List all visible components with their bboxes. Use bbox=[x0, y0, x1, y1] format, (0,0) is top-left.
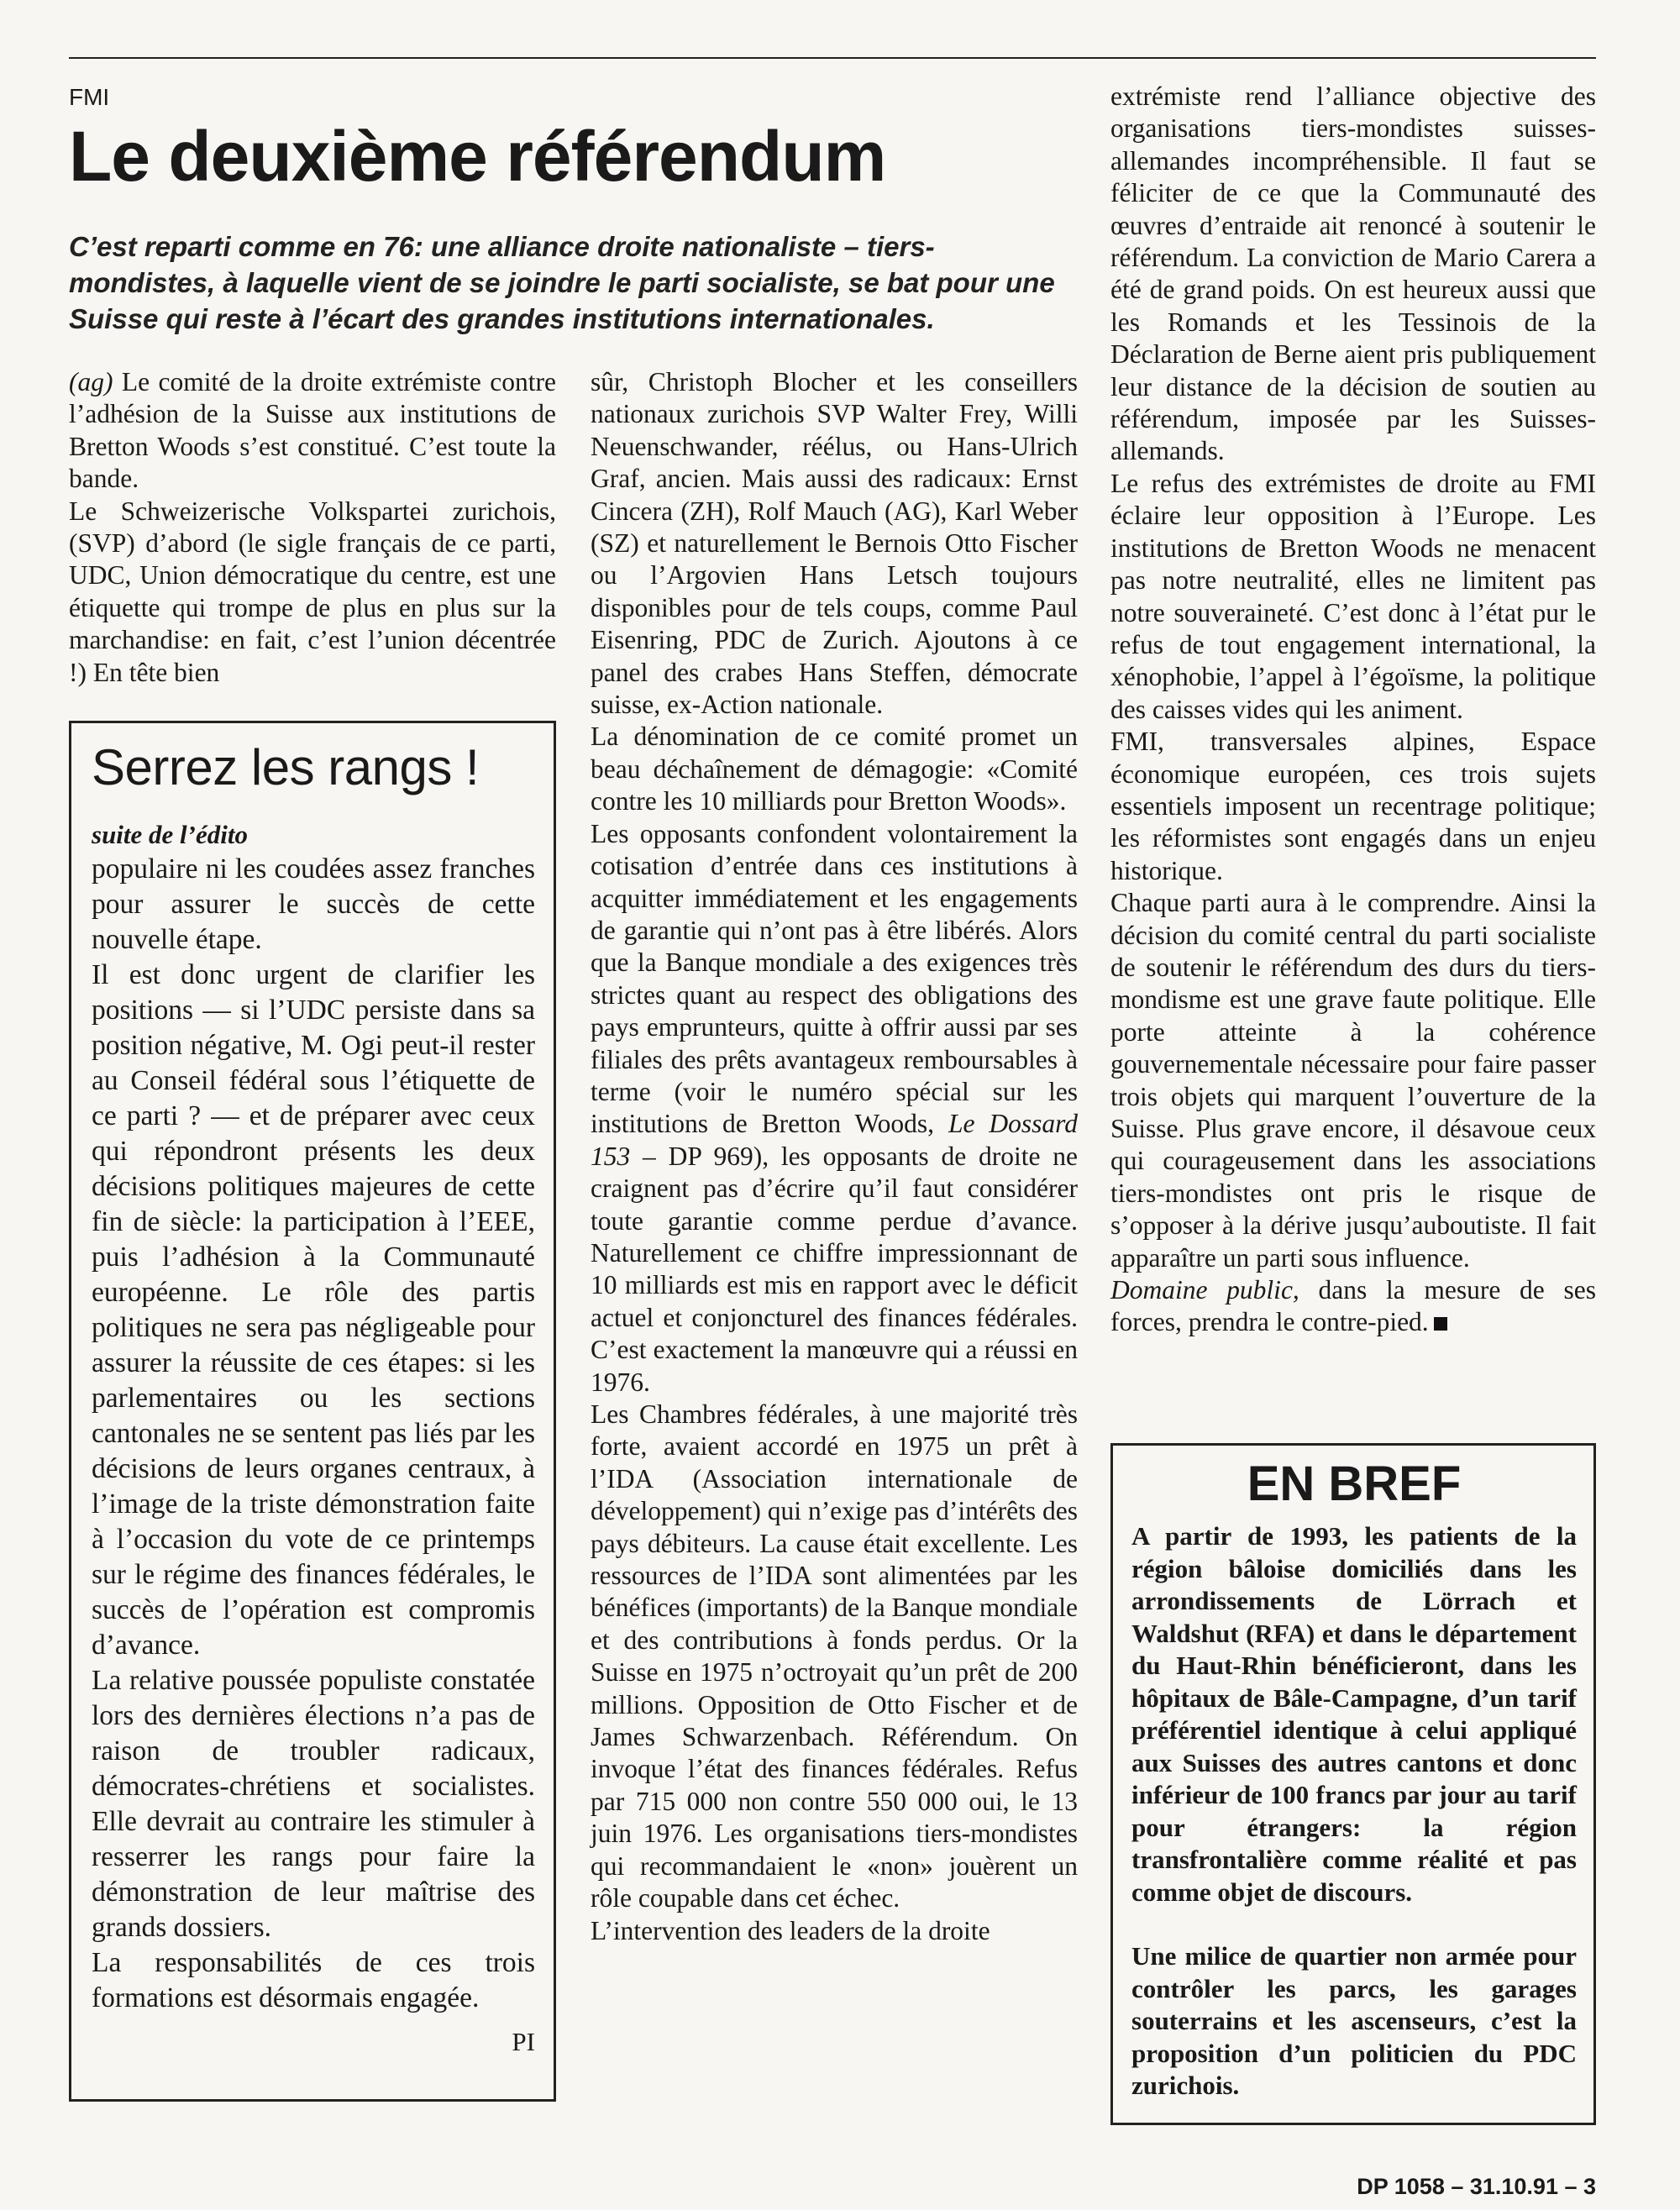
sidebar-subtitle: suite de l’édito bbox=[92, 820, 248, 849]
intro-paragraph: (ag) Le comité de la droite extrémiste contre l’adhésion de la Suisse aux institutions de Bretton Woods s’est constitué. C’est toute la bande. bbox=[69, 367, 556, 494]
end-mark-icon bbox=[1434, 1317, 1447, 1331]
sidebar-paragraph: Il est donc urgent de clarifier les positions — si l’UDC persiste dans sa position négative, M. Ogi peut-il rester au Conseil fédéral sous l’étiquette de ce parti ? — et de préparer avec ceux qui répondront présents les deux décisions politiques majeures de cette fin de siècle: la participation à l’EEE, puis l’adhésion à la Communauté européenne. Le rôle des partis politiques ne sera pas négligeable pour assurer la réussite de ces étapes: si les parlementaires ou les sections cantonales ne se sentent pas liés par les décisions de leurs organes centraux, à l’image de la triste démonstration faite à l’occasion du vote de ce printemps sur le régime des finances fédérales, le succès de l’opération est compromis d’avance. bbox=[92, 959, 535, 1661]
paragraph: Les Chambres fédérales, à une majorité très forte, avaient accordé en 1975 un prêt à l’IDA (Association internationale de développement) qui n’exige pas d’intérêts des pays débiteurs. La cause était excellente. Les ressources de l’IDA sont alimentées par les bénéfices (importants) de la Banque mondiale et des contributions à fonds perdus. Or la Suisse en 1975 n’octroyait qu’un prêt de 200 millions. Opposition de Otto Fischer et de James Schwarzenbach. Référendum. On invoque l’état des finances fédérales. Refus par 715 000 non contre 550 000 oui, le 13 juin 1976. Les organisations tiers-mondistes qui recommandaient le «non» jouèrent un rôle coupable dans cet échec. bbox=[591, 1399, 1078, 1913]
sidebar-signature: PI bbox=[512, 2027, 535, 2056]
article-headline: Le deuxième référendum bbox=[69, 117, 886, 196]
section-kicker: FMI bbox=[69, 84, 110, 110]
article-column-2 bbox=[591, 366, 1078, 1947]
article-column-3 bbox=[1110, 81, 1596, 1339]
paragraph: sûr, Christoph Blocher et les conseillers nationaux zurichois SVP Walter Frey, Willi Neuenschwander, réélus, ou Hans-Ulrich Graf, ancien. Mais aussi des radicaux: Ernst Cincera (ZH), Rolf Mauch (AG), Karl Weber (SZ) et naturellement le Bernois Otto Fischer ou l’Argovien Hans Letsch toujours disponibles pour de tels coups, comme Paul Eisenring, PDC de Zurich. Ajoutons à ce panel des crabes Hans Steffen, démocrate suisse, ex-Action nationale. bbox=[591, 367, 1078, 720]
top-rule bbox=[69, 57, 1596, 59]
sidebar-paragraph: La responsabilités de ces trois formations est désormais engagée. bbox=[92, 1947, 535, 2013]
article-lede: C’est reparti comme en 76: une alliance droite nationaliste – tiers-mondistes, à laquelle vient de se joindre le parti socialiste, se bat pour une Suisse qui reste à l’écart des grandes institutions internationales. bbox=[69, 231, 1055, 334]
brief-item: A partir de 1993, les patients de la région bâloise domiciliés dans les arrondissements de Lörrach et Waldshut (RFA) et dans le département du Haut-Rhin bénéficieront, dans les hôpitaux de Bâle-Campagne, d’un tarif préférentiel identique à celui appliqué aux Suisses des autres cantons et donc inférieur de 100 francs par jour au tarif pour étrangers: la région transfrontalière comme réalité et pas comme objet de discours. bbox=[1131, 1521, 1577, 1907]
page-footer: DP 1058 – 31.10.91 – 3 bbox=[1357, 2174, 1596, 2199]
paragraph: extrémiste rend l’alliance objective des organisations tiers-mondistes suisses-allemandes incompréhensible. Il faut se féliciter de ce que la Communauté des œuvres d’entraide ait renoncé à soutenir le référendum. La conviction de Mario Carera a été de grand poids. On est heureux aussi que les Romands et les Tessinois de la Déclaration de Berne aient pris publiquement leur distance de la décision de soutien au référendum, imposée par les Suisses-allemands. bbox=[1110, 81, 1596, 466]
article-column-1 bbox=[69, 366, 556, 689]
paragraph: Chaque parti aura à le comprendre. Ainsi la décision du comité central du parti socialiste de soutenir le référendum des durs du tiers-mondisme est une grave faute politique. Elle porte atteinte à la cohérence gouvernementale nécessaire pour faire passer trois objets qui marquent l’ouverture de la Suisse. Plus grave encore, il désavoue ceux qui courageusement dans les associations tiers-mondistes ont pris le risque de s’opposer à la dérive jusqu’auboutiste. Il fait apparaître un parti sous influence. bbox=[1110, 888, 1596, 1273]
publication-name: Domaine public, bbox=[1110, 1275, 1299, 1305]
paragraph: FMI, transversales alpines, Espace économique européen, ces trois sujets essentiels imposent un recentrage politique; les réformistes sont engagés dans un enjeu historique. bbox=[1110, 727, 1596, 885]
byline: (ag) bbox=[69, 367, 113, 396]
sidebar-body bbox=[92, 852, 535, 2060]
editorial-sidebar-box bbox=[69, 721, 556, 2102]
closing-paragraph: Domaine public, dans la mesure de ses forces, prendra le contre-pied. bbox=[1110, 1275, 1596, 1337]
sidebar-title: Serrez les rangs ! bbox=[92, 739, 480, 795]
brief-item: Une milice de quartier non armée pour contrôler les parcs, les garages souterrains et les ascenseurs, c’est la proposition d’un politicien du PDC zurichois. bbox=[1131, 1941, 1577, 2100]
paragraph: La dénomination de ce comité promet un beau déchaînement de démagogie: «Comité contre les 10 milliards pour Bretton Woods». bbox=[591, 722, 1078, 816]
brief-body bbox=[1131, 1520, 1577, 2102]
paragraph: Le refus des extrémistes de droite au FMI éclaire leur opposition à l’Europe. Les institutions de Bretton Woods ne menacent pas notre neutralité, elles ne limitent pas notre souveraineté. C’est donc à l’état pur le refus de tout engagement international, la xénophobie, l’appel à l’égoïsme, la politique des caisses vides qui les animent. bbox=[1110, 468, 1596, 724]
sidebar-paragraph: populaire ni les coudées assez franches pour assurer le succès de cette nouvelle étape. bbox=[92, 853, 535, 955]
paragraph: L’intervention des leaders de la droite bbox=[591, 1915, 990, 1945]
paragraph: Le Schweizerische Volkspartei zurichois, (SVP) d’abord (le sigle français de ce parti, UDC, Union démocratique du centre, est une étiquette qui trompe de plus en plus sur la marchandise: en fait, c’est l’union décentrée !) En tête bien bbox=[69, 496, 556, 687]
brief-title: EN BREF bbox=[1247, 1457, 1462, 1511]
paragraph: Les opposants confondent volontairement la cotisation d’entrée dans ces institutions à acquitter immédiatement et les engagements de garantie qui n’ont pas à être libérés. Alors que la Banque mondiale a des exigences très strictes quant au respect des obligations des pays emprunteurs, quitte à offrir aussi par ses filiales des prêts avantageux remboursables à terme (voir le numéro spécial sur les institutions de Bretton Woods, Le Dossard 153 – DP 969), les opposants de droite ne craignent pas d’écrire qu’il faut considérer toute garantie comme perdue d’avance. Naturellement ce chiffre impressionnant de 10 milliards est mis en rapport avec le déficit actuel et conjoncturel des finances fédérales. C’est exactement la manœuvre qui a réussi en 1976. bbox=[591, 818, 1078, 1397]
news-brief-box bbox=[1110, 1443, 1596, 2125]
publication-reference: Le Dossard 153 bbox=[591, 1109, 1078, 1171]
sidebar-paragraph: La relative poussée populiste constatée lors des dernières élections n’a pas de raison de troubler radicaux, démocrates-chrétiens et socialistes. Elle devrait au contraire les stimuler à resserrer les rangs pour faire la démonstration de leur maîtrise des grands dossiers. bbox=[92, 1665, 535, 1943]
